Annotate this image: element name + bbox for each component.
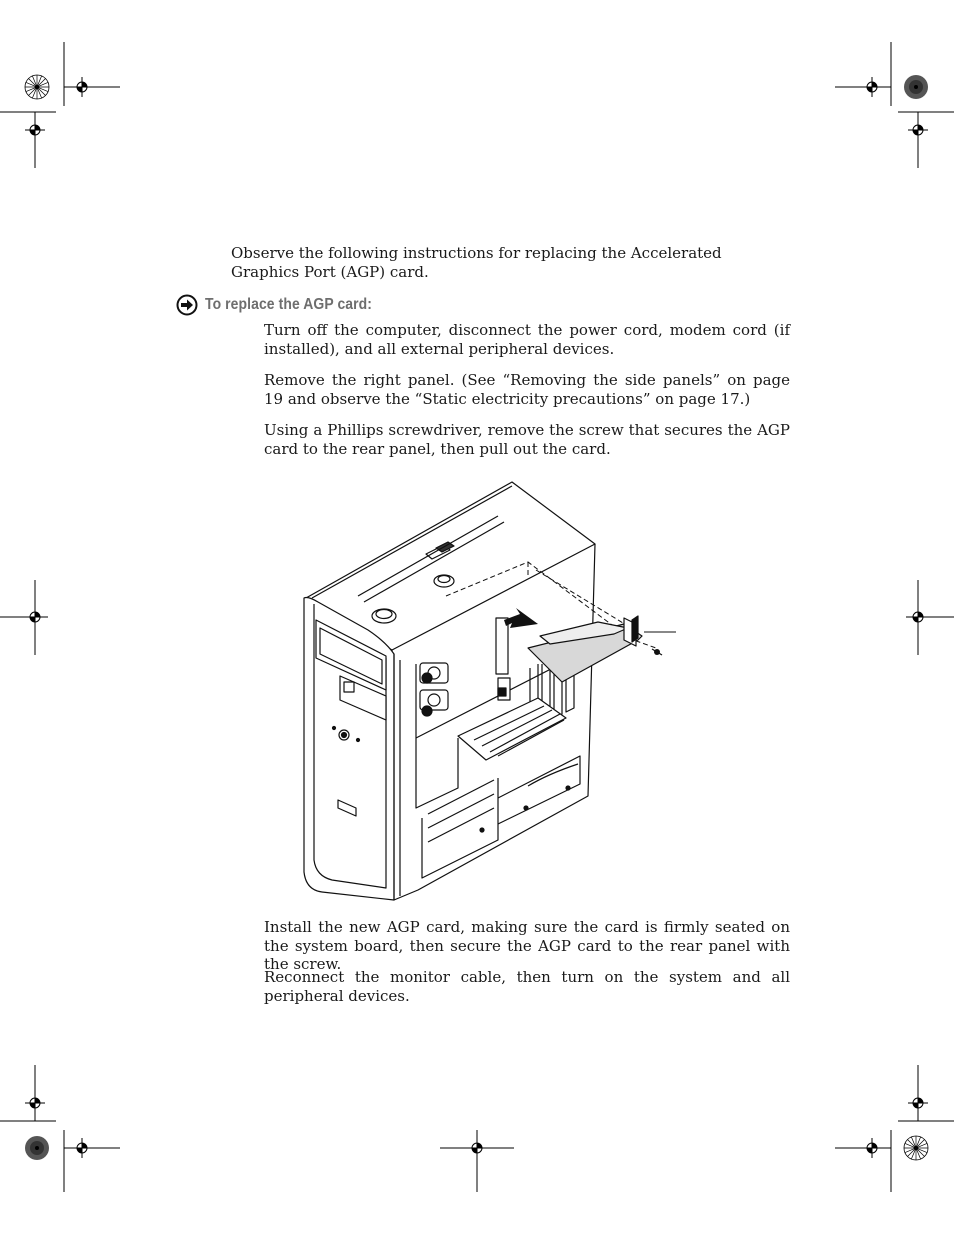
color-target-icon	[25, 1136, 49, 1160]
registration-mark-icon	[25, 120, 45, 140]
procedure-title: To replace the AGP card:	[205, 296, 373, 313]
step-3: Using a Phillips screwdriver, remove the screw that secures the AGP card to the rear panel, then pull out the card.	[264, 421, 790, 458]
registration-mark-icon	[908, 120, 928, 140]
arrow-right-circle-icon	[176, 294, 198, 316]
registration-mark-icon	[25, 1093, 45, 1113]
registration-mark-icon	[72, 77, 92, 97]
step-1: Turn off the computer, disconnect the power cord, modem cord (if installed), and all external peripheral devices.	[264, 321, 790, 358]
step-2: Remove the right panel. (See “Removing the side panels” on page 19 and observe the “Static electricity precautions” on page 17.)	[264, 371, 790, 408]
registration-mark-icon	[72, 1138, 92, 1158]
screw-icon	[652, 649, 662, 655]
color-target-icon	[904, 1136, 928, 1160]
step-4: Install the new AGP card, making sure the card is firmly seated on the system board, then secure the AGP card to the rear panel with the screw.	[264, 918, 790, 973]
registration-mark-icon	[908, 1093, 928, 1113]
agp-card-removal-illustration	[298, 478, 680, 912]
registration-mark-icon	[908, 607, 928, 627]
color-target-icon	[904, 75, 928, 99]
color-target-icon	[25, 75, 49, 99]
registration-mark-icon	[862, 77, 882, 97]
pull-arrow-icon	[504, 608, 538, 628]
registration-mark-icon	[25, 607, 45, 627]
registration-mark-icon	[862, 1138, 882, 1158]
step-5: Reconnect the monitor cable, then turn on the system and all peripheral devices.	[264, 968, 790, 1005]
intro-paragraph: Observe the following instructions for replacing the Accelerated Graphics Port (AGP) card.	[231, 244, 722, 281]
registration-mark-icon	[467, 1138, 487, 1158]
procedure-heading	[176, 294, 391, 316]
